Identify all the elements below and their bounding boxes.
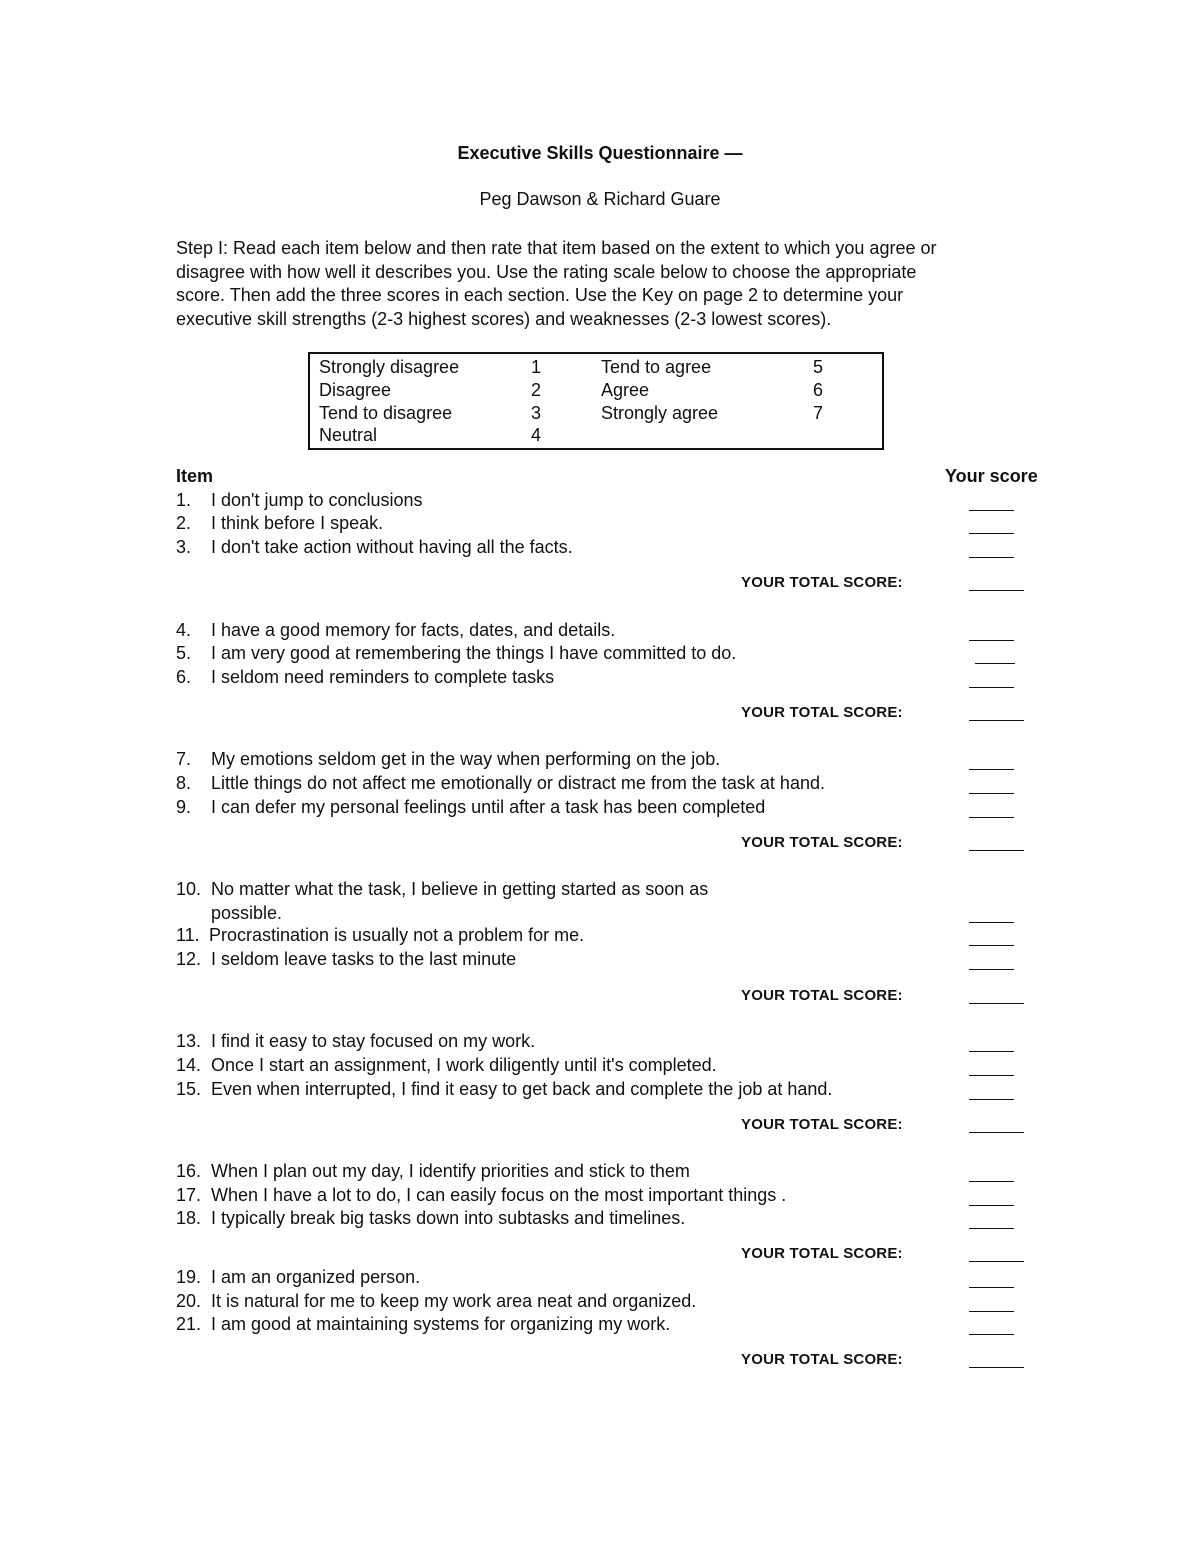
question-text: I seldom need reminders to complete tasks xyxy=(211,667,555,687)
score-blank[interactable] xyxy=(969,922,1014,923)
question-number: 16. xyxy=(176,1161,202,1181)
score-blank[interactable] xyxy=(969,557,1014,558)
document-title: Executive Skills Questionnaire — xyxy=(457,143,743,163)
total-score-label: YOUR TOTAL SCORE: xyxy=(741,1245,903,1262)
total-score-blank[interactable] xyxy=(969,1003,1024,1004)
total-score-blank[interactable] xyxy=(969,590,1024,591)
instructions-paragraph xyxy=(176,237,1036,331)
question-number: 9. xyxy=(176,797,192,817)
question-number: 6. xyxy=(176,667,192,687)
question-number: 5. xyxy=(176,643,192,663)
total-score-label: YOUR TOTAL SCORE: xyxy=(741,704,903,721)
scale-value: 3 xyxy=(531,403,542,423)
instructions-line: score. Then add the three scores in each section. Use the Key on page 2 to determine your xyxy=(176,285,904,305)
question-text: My emotions seldom get in the way when performing on the job. xyxy=(211,749,721,769)
question-text: I think before I speak. xyxy=(211,513,384,533)
total-score-label: YOUR TOTAL SCORE: xyxy=(741,574,903,591)
score-blank[interactable] xyxy=(969,969,1014,970)
question-text: When I plan out my day, I identify priorities and stick to them xyxy=(211,1161,690,1181)
scale-value: 7 xyxy=(813,403,824,423)
question-text: I am good at maintaining systems for organizing my work. xyxy=(211,1314,671,1334)
question-text: I find it easy to stay focused on my work. xyxy=(211,1031,536,1051)
question-number: 21. xyxy=(176,1314,202,1334)
total-score-label: YOUR TOTAL SCORE: xyxy=(741,1351,903,1368)
question-text: I don't take action without having all the facts. xyxy=(211,537,573,557)
total-score-label: YOUR TOTAL SCORE: xyxy=(741,987,903,1004)
total-score-blank[interactable] xyxy=(969,1132,1024,1133)
total-score-label: YOUR TOTAL SCORE: xyxy=(741,1116,903,1133)
scale-label: Strongly agree xyxy=(601,403,719,423)
score-blank[interactable] xyxy=(969,793,1014,794)
score-column-header: Your score xyxy=(945,466,1038,486)
instructions-line: executive skill strengths (2-3 highest scores) and weaknesses (2-3 lowest scores). xyxy=(176,308,832,329)
question-text: I can defer my personal feelings until after a task has been completed xyxy=(211,797,766,817)
total-score-label: YOUR TOTAL SCORE: xyxy=(741,834,903,851)
total-score-blank[interactable] xyxy=(969,850,1024,851)
question-text: I am very good at remembering the things I have committed to do. xyxy=(211,643,737,663)
score-blank[interactable] xyxy=(969,510,1014,511)
score-blank[interactable] xyxy=(969,817,1014,818)
score-blank[interactable] xyxy=(969,1334,1014,1335)
question-text: Once I start an assignment, I work diligently until it's completed. xyxy=(211,1055,717,1075)
total-score-blank[interactable] xyxy=(969,1261,1024,1262)
scale-value: 5 xyxy=(813,357,824,377)
scale-label: Tend to agree xyxy=(601,357,712,377)
score-blank[interactable] xyxy=(969,1099,1014,1100)
question-text: I am an organized person. xyxy=(211,1267,421,1287)
question-number: 19. xyxy=(176,1267,202,1287)
total-score-blank[interactable] xyxy=(969,1367,1024,1368)
scale-value: 2 xyxy=(531,380,542,400)
score-blank[interactable] xyxy=(969,1051,1014,1052)
question-number: 12. xyxy=(176,949,202,969)
question-text: I seldom leave tasks to the last minute xyxy=(211,949,517,969)
question-number: 7. xyxy=(176,749,192,769)
question-number: 13. xyxy=(176,1031,202,1051)
score-blank[interactable] xyxy=(969,1181,1014,1182)
question-number: 4. xyxy=(176,620,192,640)
scale-value: 1 xyxy=(531,357,542,377)
score-blank[interactable] xyxy=(969,1228,1014,1229)
question-number: 11. xyxy=(176,925,200,945)
question-text: Even when interrupted, I find it easy to get back and complete the job at hand. xyxy=(211,1079,833,1099)
score-blank[interactable] xyxy=(969,1205,1014,1206)
question-text: I have a good memory for facts, dates, and details. xyxy=(211,620,616,640)
rating-scale-box xyxy=(308,352,884,450)
question-number: 2. xyxy=(176,513,192,533)
score-blank[interactable] xyxy=(969,687,1014,688)
scale-value: 6 xyxy=(813,380,824,400)
instructions-line: Step I: Read each item below and then rate that item based on the extent to which you agree or xyxy=(176,238,937,258)
scale-label: Agree xyxy=(601,380,650,400)
score-blank[interactable] xyxy=(969,1075,1014,1076)
question-number: 15. xyxy=(176,1079,202,1099)
question-text: It is natural for me to keep my work area neat and organized. xyxy=(211,1291,697,1311)
question-text: No matter what the task, I believe in getting started as soon as possible. xyxy=(211,879,709,923)
scale-label: Strongly disagree xyxy=(319,357,460,377)
question-number: 20. xyxy=(176,1291,202,1311)
question-text: I typically break big tasks down into subtasks and timelines. xyxy=(211,1208,686,1228)
question-text: When I have a lot to do, I can easily focus on the most important things . xyxy=(211,1185,787,1205)
question-number: 17. xyxy=(176,1185,202,1205)
question-number: 18. xyxy=(176,1208,202,1228)
scale-label: Neutral xyxy=(319,425,378,445)
score-blank[interactable] xyxy=(969,640,1014,641)
score-blank[interactable] xyxy=(969,945,1014,946)
scale-value: 4 xyxy=(531,425,542,445)
score-blank[interactable] xyxy=(975,663,1015,664)
question-number: 3. xyxy=(176,537,192,557)
question-text: I don't jump to conclusions xyxy=(211,490,423,510)
score-blank[interactable] xyxy=(969,769,1014,770)
item-column-header: Item xyxy=(176,466,214,486)
instructions-line: disagree with how well it describes you. Use the rating scale below to choose the appropriate xyxy=(176,261,917,282)
question-number: 14. xyxy=(176,1055,202,1075)
scale-label: Tend to disagree xyxy=(319,403,453,423)
score-blank[interactable] xyxy=(969,533,1014,534)
document-authors: Peg Dawson & Richard Guare xyxy=(479,189,721,209)
score-blank[interactable] xyxy=(969,1311,1014,1312)
question-number: 10. xyxy=(176,879,202,899)
total-score-blank[interactable] xyxy=(969,720,1024,721)
question-text: Little things do not affect me emotionally or distract me from the task at hand. xyxy=(211,773,825,793)
question-number: 1. xyxy=(176,490,192,510)
scale-label: Disagree xyxy=(319,380,392,400)
question-number: 8. xyxy=(176,773,192,793)
score-blank[interactable] xyxy=(969,1287,1014,1288)
question-text: Procrastination is usually not a problem for me. xyxy=(209,925,585,945)
